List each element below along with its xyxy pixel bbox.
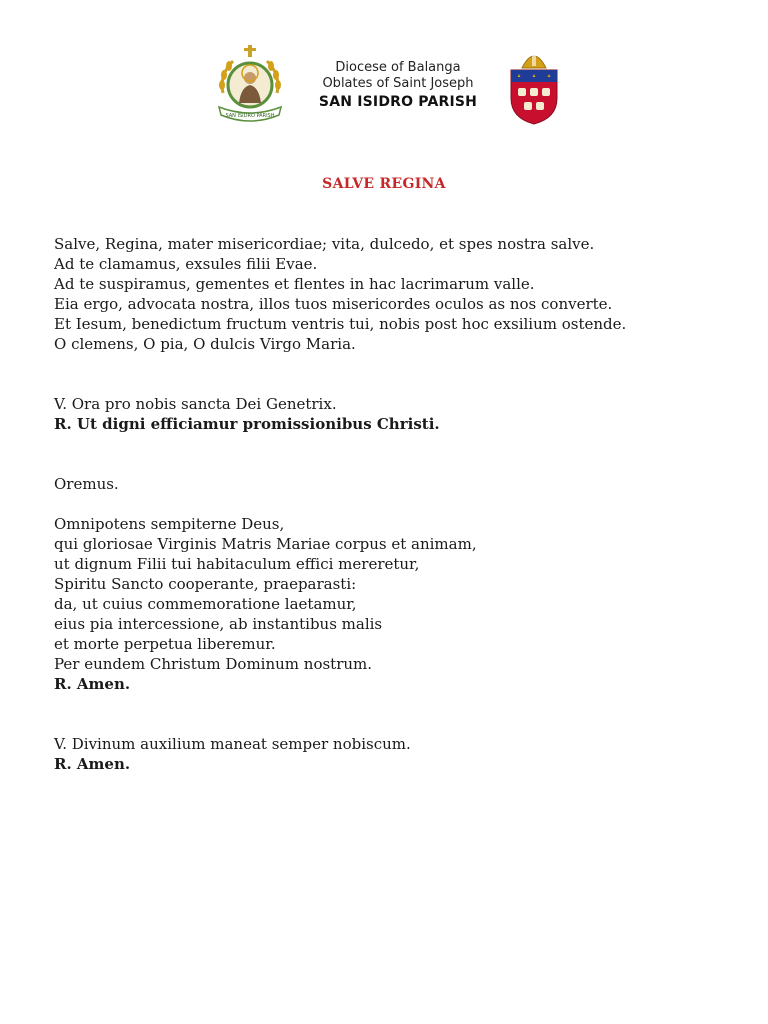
prayer-line: Eia ergo, advocata nostra, illos tuos misericordes oculos as nos converte. bbox=[54, 295, 613, 313]
diocese-name: Diocese of Balanga bbox=[335, 60, 461, 75]
prayer-line: Ad te suspiramus, gementes et flentes in hac lacrimarum valle. bbox=[54, 275, 535, 293]
parish-name: SAN ISIDRO PARISH bbox=[318, 94, 478, 110]
collect-line: Spiritu Sancto cooperante, praeparasti: bbox=[54, 575, 357, 593]
prayer-line: O clemens, O pia, O dulcis Virgo Maria. bbox=[54, 335, 356, 353]
oremus: Oremus. bbox=[54, 475, 119, 493]
collect-line: Omnipotens sempiterne Deus, bbox=[54, 515, 285, 533]
collect-line: Per eundem Christum Dominum nostrum. bbox=[54, 655, 373, 673]
salve-regina-text bbox=[54, 234, 754, 354]
letterhead-text bbox=[298, 60, 498, 112]
response: R. Amen. bbox=[54, 755, 131, 773]
letterhead bbox=[0, 40, 768, 132]
collect-prayer bbox=[54, 514, 754, 694]
prayer-line: Salve, Regina, mater misericordiae; vita, dulcedo, et spes nostra salve. bbox=[54, 235, 595, 253]
versicle: V. Ora pro nobis sancta Dei Genetrix. bbox=[54, 395, 337, 413]
seal-banner-text: SAN ISIDRO PARISH bbox=[225, 113, 275, 119]
prayer-body bbox=[54, 234, 754, 774]
collect-line: qui gloriosae Virginis Matris Mariae corpus et animam, bbox=[54, 535, 477, 553]
versicle-response-2 bbox=[54, 734, 754, 774]
prayer-title: SALVE REGINA bbox=[322, 176, 446, 192]
collect-line: da, ut cuius commemoratione laetamur, bbox=[54, 595, 357, 613]
prayer-line: Et Iesum, benedictum fructum ventris tui, nobis post hoc exsilium ostende. bbox=[54, 315, 627, 333]
amen-response: R. Amen. bbox=[54, 675, 131, 693]
collect-line: ut dignum Filii tui habitaculum effici mereretur, bbox=[54, 555, 420, 573]
collect-line: et morte perpetua liberemur. bbox=[54, 635, 276, 653]
response: R. Ut digni efficiamur promissionibus Christi. bbox=[54, 415, 440, 433]
congregation-name: Oblates of Saint Joseph bbox=[322, 76, 474, 91]
versicle: V. Divinum auxilium maneat semper nobiscum. bbox=[54, 735, 411, 753]
prayer-line: Ad te clamamus, exsules filii Evae. bbox=[54, 255, 318, 273]
versicle-response-1 bbox=[54, 394, 754, 434]
diocese-coat-of-arms-logo bbox=[505, 46, 563, 126]
collect-line: eius pia intercessione, ab instantibus malis bbox=[54, 615, 383, 633]
parish-seal-logo bbox=[213, 45, 288, 127]
